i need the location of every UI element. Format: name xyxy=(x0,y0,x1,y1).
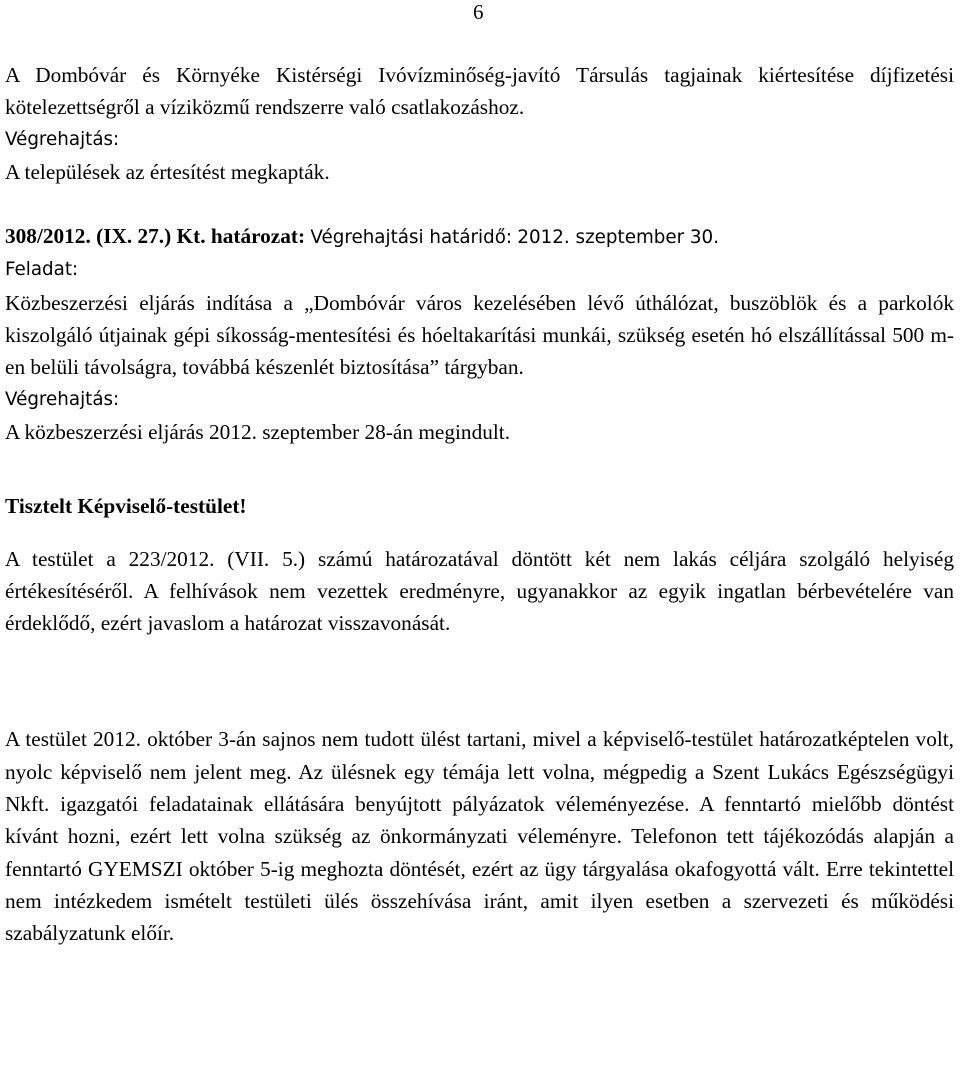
item2-resolution-ref: 308/2012. (IX. 27.) Kt. határozat: xyxy=(5,224,306,249)
spacer xyxy=(5,188,954,220)
spacer xyxy=(5,448,954,490)
paragraph-meeting: A testület 2012. október 3-án sajnos nem tudott ülést tartani, mivel a képviselő-testület határozatképtelen volt, nyolc képviselő nem jelent meg. Az ülésnek egy témája lett volna, mégpedig a Szent Lukács Egészségügyi Nkft. igazgatói feladatainak ellátására benyújtott pályázatok véleményezése. A fenntartó mielőbb döntést kívánt hozni, ezért lett volna szükség az önkormányzati véleményre. Telefonon tett tájékozódás alapján a fenntartó GYEMSZI október 5-ig meghozta döntését, ezért az ügy tárgyalása okafogyottá vált. Erre tekintettel nem intézkedem ismételt testületi ülés összehívása iránt, amit ilyen esetben a szervezeti és működési szabályzatunk előír. xyxy=(5,727,954,946)
paragraph-property-sale: A testület a 223/2012. (VII. 5.) számú határozatával döntött két nem lakás céljára szolgáló helyiség értékesítéséről. A felhívások nem vezettek eredményre, ugyanakkor az egyik ingatlan bérbevételére van érdeklődő, ezért javaslom a határozat visszavonását. xyxy=(5,546,954,636)
spacer xyxy=(5,523,954,543)
page-number: 6 xyxy=(473,0,484,24)
item2-deadline-value: 2012. szeptember 30. xyxy=(517,227,719,249)
item2-resolution-line xyxy=(5,220,954,254)
salutation: Tisztelt Képviselő-testület! xyxy=(5,494,247,519)
item2-deadline-label: Végrehajtási határidő: xyxy=(310,227,513,249)
spacer xyxy=(5,639,954,723)
document-body xyxy=(5,59,954,950)
item2-task-text: Közbeszerzési eljárás indítása a „Dombóvár város kezelésében lévő úthálózat, buszöblök és a parkolók kiszolgáló útjainak gépi síkosság-mentesítési és hóeltakarítási munkái, szükség esetén hó elszállítással 500 m-en belüli távolságra, továbbá készenlét biztosítása” tárgyban. xyxy=(5,290,954,380)
item1-execution-label: Végrehajtás: xyxy=(5,128,120,150)
item2-execution-label: Végrehajtás: xyxy=(5,388,120,410)
item1-title: A Dombóvár és Környéke Kistérségi Ivóvízminőség-javító Társulás tagjainak kiértesítése díjfizetési kötelezettségről a víziközmű rendszerre való csatlakozáshoz. xyxy=(5,63,954,120)
item1-execution-text: A települések az értesítést megkapták. xyxy=(5,159,330,184)
item2-execution-text: A közbeszerzési eljárás 2012. szeptember 28-án megindult. xyxy=(5,419,511,444)
item2-task-label: Feladat: xyxy=(5,259,79,281)
